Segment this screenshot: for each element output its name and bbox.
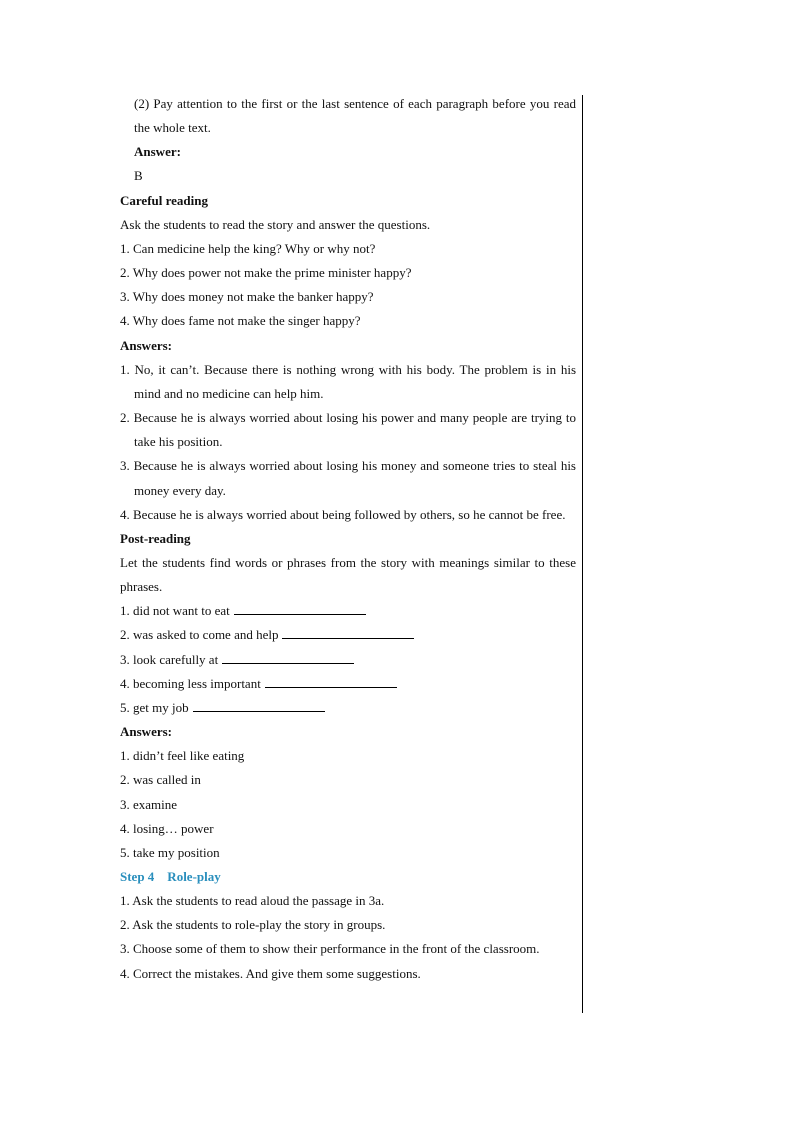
fill-item [120, 623, 576, 647]
answer-item: 2. Because he is always worried about losing his power and many people are trying to take his position. [120, 410, 576, 450]
answer-item: 2. was called in [120, 772, 201, 788]
answer-item: 1. didn’t feel like eating [120, 748, 245, 764]
reading-tip: (2) Pay attention to the first or the last sentence of each paragraph before you read the whole text. [134, 96, 576, 136]
document-body [120, 92, 576, 986]
fill-item-text: 4. becoming less important [120, 675, 261, 691]
fill-item-text: 5. get my job [120, 699, 189, 715]
answer-blank [282, 626, 414, 639]
step-item: 1. Ask the students to read aloud the passage in 3a. [120, 893, 385, 909]
answers-label: Answers: [120, 724, 172, 740]
answer-blank [265, 675, 397, 688]
answer-item: 3. Because he is always worried about losing his money and someone tries to steal his money every day. [120, 458, 576, 498]
section-heading-post-reading: Post-reading [120, 530, 191, 546]
answer-item: 4. losing… power [120, 820, 214, 836]
answer-label: Answer: [134, 144, 181, 160]
question-item: 3. Why does money not make the banker happy? [120, 289, 374, 305]
answer-item: 1. No, it can’t. Because there is nothing wrong with his body. The problem is in his mind and no medicine can help him. [120, 361, 576, 401]
fill-item [120, 696, 576, 720]
step-item: 2. Ask the students to role-play the story in groups. [120, 917, 386, 933]
fill-item [120, 599, 576, 623]
step-item: 4. Correct the mistakes. And give them some suggestions. [120, 965, 421, 981]
answer-blank [193, 699, 325, 712]
fill-item [120, 672, 576, 696]
step-heading-role-play: Step 4 Role-play [120, 869, 221, 884]
question-item: 4. Why does fame not make the singer happy? [120, 313, 361, 329]
question-item: 1. Can medicine help the king? Why or why not? [120, 240, 376, 256]
fill-item-text: 2. was asked to come and help [120, 627, 279, 643]
careful-instruction: Ask the students to read the story and answer the questions. [120, 216, 431, 232]
answer-item: 5. take my position [120, 844, 220, 860]
answer-item: 4. Because he is always worried about being followed by others, so he cannot be free. [120, 506, 566, 522]
answer-blank [222, 651, 354, 664]
post-instruction: Let the students find words or phrases from the story with meanings similar to these phrases. [120, 554, 576, 595]
answers-label: Answers: [120, 337, 172, 353]
table-right-border [582, 95, 583, 1013]
question-item: 2. Why does power not make the prime minister happy? [120, 265, 412, 281]
fill-item-text: 3. look carefully at [120, 651, 219, 667]
fill-item-text: 1. did not want to eat [120, 603, 230, 619]
answer-blank [234, 602, 366, 615]
answer-value: B [134, 168, 143, 184]
fill-item [120, 648, 576, 672]
section-heading-careful-reading: Careful reading [120, 192, 208, 208]
step-item: 3. Choose some of them to show their performance in the front of the classroom. [120, 941, 540, 957]
answer-item: 3. examine [120, 796, 178, 812]
